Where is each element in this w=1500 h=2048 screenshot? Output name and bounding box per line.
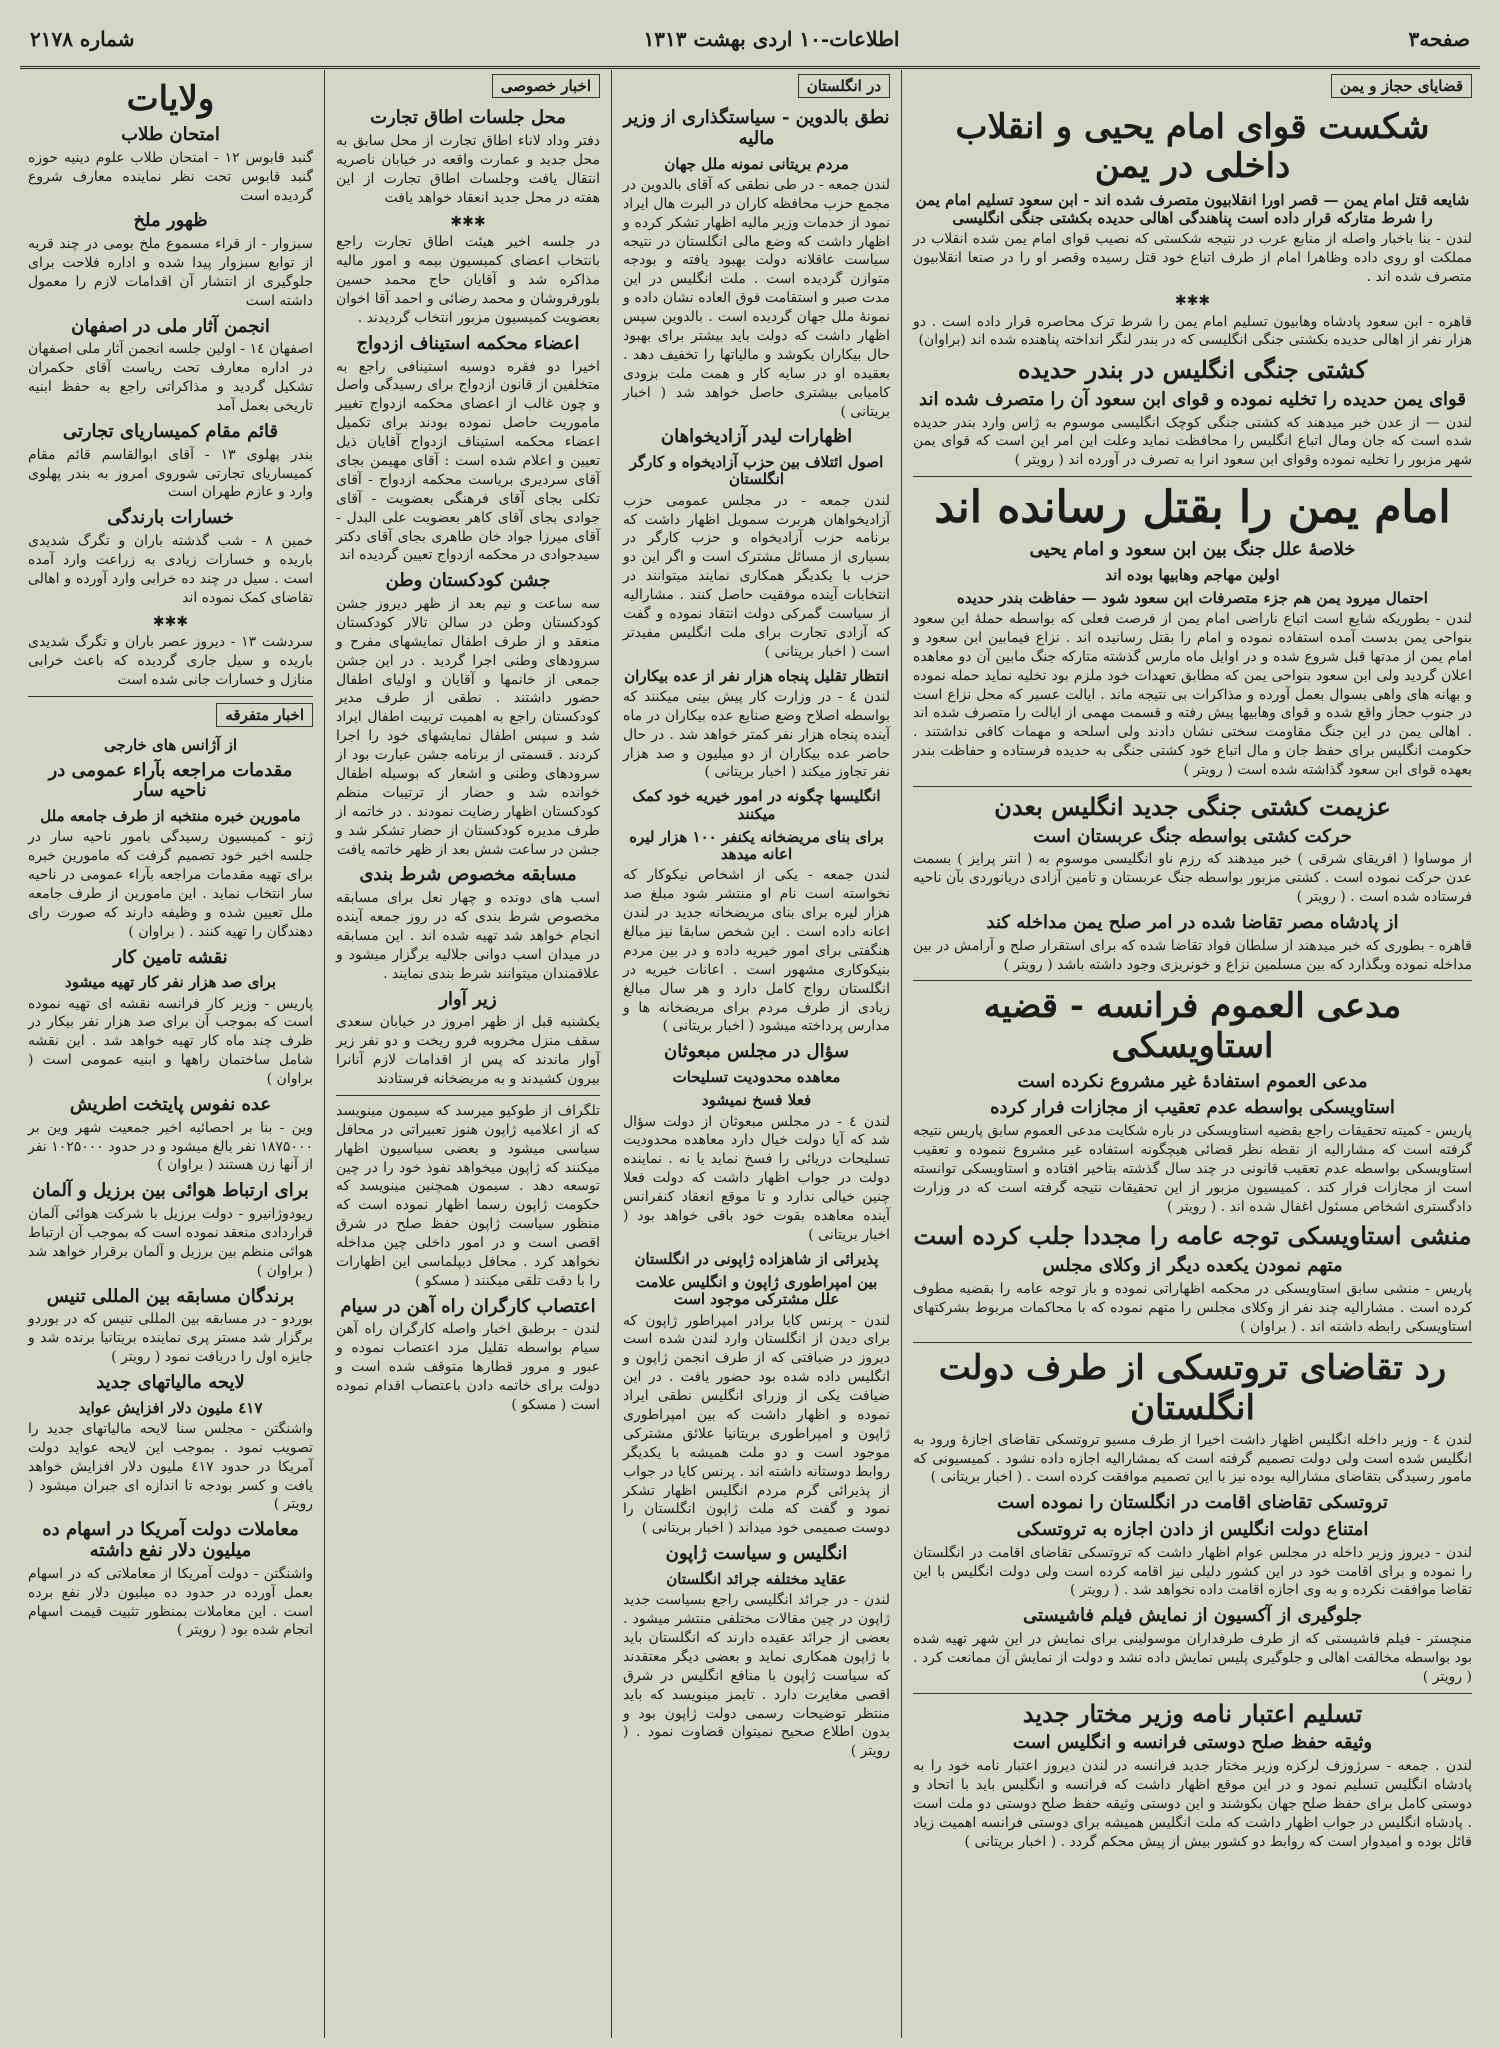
article-paragraph: لندن - برطبق اخبار واصله کارگران راه آهن سیام بواسطه تقلیل مزد اعتصاب نموده و عبور و مرور قطارها متوقف شده است و دولت برای خاتمه دادن باعتصاب اقدام نموده است ( مسکو ) bbox=[336, 1321, 600, 1414]
article-paragraph: لندن - در جرائد انگلیسی راجع بسیاست جدید ژاپون در چین مقالات مختلفی منتشر میشود . بعضی از جرائد عقیده دارند که انگلستان باید با ژاپون همکاری نماید و بعضی دیگر معتقدند که سیاست ژاپون با منافع انگلیس در شرق اقصی مغایرت دارد . تایمز مینویسد که باید منتظر توضیحات رسمی دولت ژاپون بود و بدون اطلاع صحیح نمیتوان قضاوت نمود . ( رویتر ) bbox=[623, 1592, 890, 1760]
subheadline: مامورین خبره منتخبه از طرف جامعه ملل bbox=[40, 807, 301, 825]
issue-number: شماره ۲۱۷۸ bbox=[30, 27, 135, 51]
headline: کشتی جنگی انگلیس در بندر حدیده bbox=[1017, 355, 1368, 385]
headline: رد تقاضای تروتسکی از طرف دولت انگلستان bbox=[938, 1348, 1447, 1428]
headline: سؤال در مجلس مبعوثان bbox=[664, 1041, 849, 1063]
subheadline: متهم نمودن یکعده دیگر از وکلای مجلس bbox=[1042, 1255, 1343, 1277]
headline: منشی استاویسکی توجه عامه را مجددا جلب کرده است bbox=[913, 1221, 1472, 1251]
article-paragraph: اخیرا دو فقره دوسیه استینافی راجع به متخلفین از قانون ازدواج برای رسیدگی واصل و چون غالب از اعضای محکمه ازدواج تغییر ماموریت حاصل نموده بودند برای تکمیل اعضاء محکمه استیناف ازدواج آقایان ذیل تعیین و اعلام شده است : آقای مهیمن بجای آقای سردیری برياست محکمه ازدواج - آقای تکلی بجای آقای فرهنگی بعضویت - آقای جوادی بجای آقای کاهر بعضویت علی البدل - آقای میرزا جواد خان طاهری بجای آقای دکتر سیدجوادی در محکمه ازدواج تعیین گردیده اند bbox=[336, 358, 600, 564]
article-paragraph: سه ساعت و نیم بعد از ظهر دیروز جشن کودکستان وطن در سالن تالار کودکستان منعقد و از طرف اطفال نمایشهای مفرح و سرودهای وطنی اجرا گردید . در این جشن جمعی از خانمها و آقایان و اولیای اطفال حضور داشتند . نطقی از طرف مدیر کودکستان راجع به اهمیت تربیت اطفال ایراد شد و سپس اطفال نمایشهای خود را اجرا کردند . قسمتی از برنامه جشن عبارت بود از سرودهای وطنی و اشعار که بوسیله اطفال خوانده شد و حضار از ترتیبات منظم کودکستان اظهار رضایت نمودند . در خاتمه از طرف مدیره کودکستان از حضار تشکر شد و جشن در ساعت شش بعد از ظهر خاتمه یافت bbox=[336, 596, 600, 858]
subheadline: برای صد هزار نفر کار تهیه میشود bbox=[65, 973, 276, 992]
subheadline: امتناع دولت انگلیس از دادن اجازه به تروتسکی bbox=[1016, 1518, 1369, 1540]
subheadline: بین امپراطوری ژاپون و انگلیس علامت علل مشترکی موجود است bbox=[635, 1273, 878, 1309]
headline: انجمن آثار ملی در اصفهان bbox=[71, 315, 270, 337]
masthead bbox=[20, 12, 1480, 69]
article-paragraph: تلگراف از طوکیو میرسد که سیمون مینویسد که از اعلامیه ژاپون هنوز تعبیراتی در محافل سیاسی میشود و بعضی سیاسیون اظهار میکنند که ژاپون میخواهد نفوذ خود را در چین توسعه دهد . سیمون همچنین مینویسد که حکومت ژاپون رسما اظهار نموده است که منظور سیاست ژاپون حفظ صلح در شرق اقصی است و در امور داخلی چین مداخله نخواهد کرد . محافل دیپلماسی این اظهارات را با دقت تلقی میکنند ( مسکو ) bbox=[336, 1102, 600, 1289]
headline: عزیمت کشتی جنگی جدید انگلیس بعدن bbox=[994, 792, 1391, 822]
article-paragraph: ژنو - کمیسیون رسیدگی بامور ناحیه سار در جلسه اخیر خود تصمیم گرفت که مامورین خبره برای تهیه مقدمات مراجعه بآراء عمومی در ناحیه سار انتخاب نماید . این مامورین از طرف جامعه ملل تعیین شده و وظیفه دارند که صورت رای دهندگان را تهیه کنند . ( براوان ) bbox=[28, 829, 313, 940]
article-paragraph: واشنگتن - دولت آمریکا از معاملاتی که در اسهام بعمل آورده در حدود ده میلیون دلار نفع برده است . این معاملات بمنظور تثبیت قیمت اسهام انجام شده بود ( رویتر ) bbox=[28, 1565, 313, 1639]
article-paragraph: لندن - بنا باخبار واصله از منابع عرب در نتیجه شکستی که نصیب قوای امام یمن شده انقلاب در مملکت او روی داده وظاهرا امام از طرف اتباع خود قتل رسیده وقصر او را در صنعا انقلابیون متصرف شده اند . bbox=[913, 230, 1472, 285]
headline: مدعی العموم فرانسه - قضیه استاویسکی bbox=[983, 986, 1402, 1066]
headline: قائم مقام کمیساریای تجارتی bbox=[62, 420, 279, 442]
article-paragraph: پاریس - کمیته تحقیقات راجع بقضیه استاویسکی در باره شکایت مدعی العموم سابق پاریس نتیجه گرفته است که مشارالیه از نقطه نظر قضائی هیچگونه استفاده غیر مشروع ننموده و تعقیب استاویسکی بواسطه عدم تعقیب قانونی در چند سال گذشته بتاخیر افتاده و استاویسکی توانسته است از مجازات فرار کند . کمیسیون مزبور از این تحقیقات نتیجه گرفته است که در وزارت دادگستری اشخاص مسئول اغفال شده اند . ( رویتر ) bbox=[913, 1123, 1472, 1215]
headline: جشن کودکستان وطن bbox=[385, 570, 551, 592]
column-private-news: اخبار خصوصی محل جلسات اطاق تجارت دفتر وداد لاناء اطاق تجارت از محل سابق به محل جدید و عمارت واقعه در خیابان ناصریه انتقال یافت وجلسات اطاق تجارت از این هفته در محل جدید انعقاد خواهد یافت ✱✱✱ در جلسه اخیر هیئت اطاق تجارت راجع بانتخاب اعضای کمیسیون بیمه و امور مالیه مذاکره شد و آقایان حاج محمد حسین بلورفروشان و محمد رضائی و احمد آقا اخوان بعضویت کمیسیون مزبور انتخاب گردیدند . اعضاء محکمه استیناف ازدواج اخیرا دو فقره دوسیه استینافی راجع به متخلفین از قانون ازدواج برای رسیدگی واصل و چون غالب از اعضای محکمه ازدواج تغییر ماموریت حاصل نموده بودند برای تکمیل اعضاء محکمه استیناف ازدواج آقایان ذیل تعیین و اعلام شده است : آقای مهیمن بجای آقای سردیری برياست محکمه ازدواج - آقای تکلی بجای آقای فرهنگی بعضویت - آقای جوادی بجای آقای کاهر بعضویت علی البدل - آقای میرزا جواد خان طاهری بجای آقای دکتر سیدجوادی در محکمه ازدواج تعیین گردیده اند جشن کودکستان وطن سه ساعت و نیم بعد از ظهر دیروز جشن کودکستان وطن در سالن تالار کودکستان منعقد و از طرف اطفال نمایشهای مفرح و سرودهای وطنی اجرا گردید . در این جشن جمعی از خانمها و آقایان و اولیای اطفال حضور داشتند . نطقی از طرف مدیر کودکستان راجع به اهمیت تربیت اطفال ایراد شد و سپس اطفال نمایشهای خود را اجرا کردند . قسمتی از برنامه جشن عبارت بود از سرودهای وطنی و اشعار که بوسیله اطفال خوانده شد و حضار از ترتیبات منظم کودکستان اظهار رضایت نمودند . در خاتمه از طرف مدیره کودکستان از حضار تشکر شد و جشن در ساعت شش بعد از ظهر خاتمه یافت مسابقه مخصوص شرط بندی اسب های دونده و چهار نعل برای مسابقه مخصوص شرط بندی که در روز جمعه آینده انجام خواهد شد تهیه شده اند . این مسابقه در میدان اسب دوانی جلالیه برگزار میشود و علاقمندان میتوانند شرط بندی نمایند . زیر آوار یکشنبه قبل از ظهر امروز در خیابان سعدی سقف منزل مخروبه فرو ریخت و دو نفر زیر آوار ماندند که پس از اقدامات لازم آنانرا بیرون کشیدند و به مریضخانه فرستادند تلگراف از طوکیو میرسد که سیمون مینویسد که از اعلامیه ژاپون هنوز تعبیراتی در محافل سیاسی میشود و بعضی سیاسیون اظهار میکنند که ژاپون میخواهد نفوذ خود را در چین توسعه دهد . سیمون همچنین مینویسد که حکومت ژاپون رسما اظهار نموده است که منظور سیاست ژاپون حفظ صلح در شرق اقصی است و در امور داخلی چین مداخله نخواهد کرد . محافل دیپلماسی این اظهارات را با دقت تلقی میکنند ( مسکو ) اعتصاب کارگران راه آهن در سیام لندن - برطبق اخبار واصله کارگران راه آهن سیام بواسطه تقلیل مزد اعتصاب نموده و عبور و مرور قطارها متوقف شده است و دولت برای خاتمه دادن باعتصاب اقدام نموده است ( مسکو ) bbox=[328, 70, 608, 2038]
headline: لایحه مالیاتهای جدید bbox=[96, 1371, 245, 1393]
subheadline: فعلا فسخ نمیشود bbox=[701, 1091, 812, 1110]
headline: معاملات دولت آمریکا در اسهام ده میلیون دلار نفع داشته bbox=[42, 1519, 299, 1562]
article-paragraph: یکشنبه قبل از ظهر امروز در خیابان سعدی سقف منزل مخروبه فرو ریخت و دو نفر زیر آوار ماندند که پس از اقدامات لازم آنانرا بیرون کشیدند و به مریضخانه فرستادند bbox=[336, 1014, 600, 1087]
column-divider bbox=[901, 70, 902, 2038]
article-paragraph: لندن ٤ - در وزارت کار پیش بینی میکنند که بواسطه اصلاح وضع صنایع عده بیکاران در ماه آینده پنجاه هزار نفر کمتر خواهد شد . در حال حاضر عده بیکاران از دو میلیون و صد هزار نفر تجاوز میکند ( اخبار بریتانی ) bbox=[623, 688, 890, 781]
article-paragraph: لندن — از عدن خبر میدهند که کشتی جنگی کوچک انگلیسی موسوم به ژاس وارد بندر حدیده شده است که جان ومال اتباع انگلیس را محافظت نماید وعلت این امر این است که قوای یمن شهر مزبور را تخلیه نموده وقوای ابن سعود انرا به تصرف در آورده اند ( رویتر ) bbox=[913, 414, 1472, 469]
article-paragraph: لندن جمعه - یکی از اشخاص نیکوکار که نخواسته است نام او منتشر شود مبلغ صد هزار لیره برای بنای مریضخانه جدید در لندن اعانه داده است . این شخص سابقا نیز مبالغ هنگفتی برای امور خیریه داده و در بین مردم بنیکوکاری مشهور است . اعانات خیریه در انگلستان رواج کامل دارد و هر سال مبالغ زیادی از طرف مردم برای مریضخانه ها و مدارس پرداخته میشود ( اخبار بریتانی ) bbox=[623, 867, 890, 1035]
headline: مقدمات مراجعه بآراء عمومی در ناحیه سار bbox=[48, 759, 293, 802]
column-england bbox=[615, 70, 898, 2038]
article-paragraph: اصفهان ۱٤ - اولین جلسه انجمن آثار ملی اصفهان در اداره معارف تحت ریاست آقای حکمران تشکیل گردید و مذاکراتی راجع به حفظ ابنیه تاریخی بعمل آمد bbox=[28, 341, 313, 415]
article-paragraph: سبزوار - از قراء مسموع ملخ بومی در چند قریه از توابع سبزوار پیدا شده و اداره فلاحت برای جلوگیری از انتشار آن اقدامات لازم را معمول داشته است bbox=[28, 236, 313, 309]
column-yemen-hejaz: قضایای حجاز و یمن شکست قوای امام یحیی و انقلاب داخلی در یمن شایعه قتل امام یمن — قصر اورا انقلابیون متصرف شده اند - ابن سعود تسلیم امام یمن را شرط متارکه قرار داده است پناهندگی اهالی حدیده بکشتی جنگی انگلیسی لندن - بنا باخبار واصله از منابع عرب در نتیجه شکستی که نصیب قوای امام یمن شده انقلاب در مملکت او روی داده وظاهرا امام از طرف اتباع خود قتل رسیده وقصر او را در صنعا انقلابیون متصرف شده اند . ✱✱✱ قاهره - ابن سعود پادشاه وهابیون تسلیم امام یمن را شرط ترک محاصره قرار داده است . دو هزار نفر از اهالی حدیده بکشتی جنگی انگلیسی که در بندر لنگر انداخته پناهنده شده اند (براوان) کشتی جنگی انگلیس در بندر حدیده قوای یمن حدیده را تخلیه نموده و قوای ابن سعود آن را متصرف شده اند لندن — از عدن خبر میدهند که کشتی جنگی کوچک انگلیسی موسوم به ژاس وارد بندر حدیده شده است که جان ومال اتباع انگلیس را محافظت نماید وعلت این امر این است که قوای یمن شهر مزبور را تخلیه نموده وقوای ابن سعود انرا به تصرف در آورده اند ( رویتر ) امام یمن را بقتل رسانده اند خلاصهٔ علل جنگ بین ابن سعود و امام یحیی اولین مهاجم وهابیها بوده اند احتمال میرود یمن هم جزء متصرفات ابن سعود شود — حفاظت بندر حدیده لندن - بطوریکه شایع است اتباع ناراضی امام یمن از فرصت فعلی که بواسطه حملهٔ ابن سعود بنواحی یمن بدست آمده استفاده نموده و امام را بقتل رسانیده اند . نزاع فیمابین ابن سعود و امام یمن از مدتها قبل شروع شده و در اوایل ماه مارس گذشته متارکه جنگ مابین آن دو معاهده اعلان گردید ولی ابن سعود بنواحی یمن که مطابق تعهدات خود ملزم بود تخلیه نماید حمله نموده و بهانه های واهی بسوال بعمل آورده و مذاکرات بی نتیجه ماند . ایالت عسیر که محل نزاع است در جنوب حجاز واقع شده و قوای وهابیها پیش رفته و قسمت مهمی از ایالت را متصرف شده اند . اهالی یمن در این جنگ مقاومت سختی نشان دادند ولی اسلحه و مهمات کافی نداشتند . حکومت انگلیس برای حفظ جان و مال اتباع خود کشتی جنگی به حدیده فرستاده و حفاظت بندر بعهده قوای ابن سعود گذاشته شده است ( رویتر ) عزیمت کشتی جنگی جدید انگلیس بعدن حرکت کشتی بواسطه جنگ عربستان است از موساوا ( افریقای شرقی ) خبر میدهند که رزم ناو انگلیسی موسوم به ( انتر پرایز ) بسمت عدن حرکت نموده است . کشتی مزبور بواسطه جنگ عربستان و تامین آزادی دریانوردی بآن ناحیه فرستاده شده است . ( رویتر ) از پادشاه مصر تقاضا شده در امر صلح یمن مداخله کند قاهره - بطوری که خبر میدهند از سلطان فواد تقاضا شده که برای استقرار صلح و آرامش در بین مداخله نموده وبگذارد که بین مسلمین نزاع و خونریزی وجود داشته باشد ( رویتر ) مدعی العموم فرانسه - قضیه استاویسکی مدعی العموم استفادهٔ غیر مشروع نکرده است استاویسکی بواسطه عدم تعقیب از مجازات فرار کرده پاریس - کمیته تحقیقات راجع بقضیه استاویسکی در باره شکایت مدعی العموم سابق پاریس نتیجه گرفته است که مشارالیه از نقطه نظر قضائی هیچگونه استفاده غیر مشروع ننموده و تعقیب استاویسکی بواسطه عدم تعقیب قانونی در چند سال گذشته بتاخیر افتاده و استاویسکی توانسته است از مجازات فرار کند . کمیسیون مزبور از این تحقیقات نتیجه گرفته است که در وزارت دادگستری اشخاص مسئول اغفال شده اند . ( رویتر ) منشی استاویسکی توجه عامه را مجددا جلب کرده است متهم نمودن یکعده دیگر از وکلای مجلس پاریس - منشی سابق استاویسکی در محکمه اظهاراتی نموده و باز توجه عامه را بقضیه مطوف کرده است . مشارالیه چند نفر از وکلای مجلس را متهم نموده که با محاکمات مربوط بشرکتهای استاویسکی رابطه داشته اند . ( براوان ) رد تقاضای تروتسکی از طرف دولت انگلستان لندن ٤ - وزیر داخله انگلیس اظهار داشت اخیرا از طرف مسیو تروتسکی تقاضای اجازهٔ ورود به انگلیس شده است ولی دولت تصمیم گرفته است که بمشارالیه اجازه داده نشود . کمیسیونی که مامور رسیدگی بتقاضای مشارالیه بوده نیز با این تصمیم موافقت کرده است . ( اخبار بریتانی ) تروتسکی تقاضای اقامت در انگلستان را نموده است امتناع دولت انگلیس از دادن اجازه به تروتسکی لندن - دیروز وزیر داخله در مجلس عوام اظهار داشت که تروتسکی تقاضای اقامت در انگلستان را نموده و برای اقامت خود در این کشور دلیلی نیز اقامه کرده است ولی دولت انگلیس با این تقاضا موافقت نکرده و به وی اجازه اقامت داده نخواهد شد . ( رویتر ) جلوگیری از آکسیون از نمایش فیلم فاشیستی منچستر - فیلم فاشیستی که از طرف طرفداران موسولینی برای نمایش در این شهر تهیه شده بود بواسطه مخالفت اهالی و جلوگیری پلیس نمایش داده نشد و دولت از نمایش آن ممانعت کرد . ( رویتر ) تسلیم اعتبار نامه وزیر مختار جدید وثیقه حفظ صلح دوستی فرانسه و انگلیس است لندن . جمعه - سرژوزف لرکزه وزیر مختار جدید فرانسه در لندن دیروز اعتبار نامه خود را به پادشاه انگلیس تسلیم نمود و در این موقع اظهار داشت که فرانسه و انگلیس باید با اتحاد و دوستی کامل برای حفظ صلح جهان بکوشند و این دوستی وثیقه حفظ صلح دوستی دو ملت است . پادشاه انگلیس در جواب اظهار داشت که ملت انگلیس همیشه برای دوستی فرانسه اهمیت زیاد قائل بوده و امیدوار است که روابط دو کشور بیش از پیش محکم گردد . ( اخبار بریتانی ) bbox=[905, 70, 1480, 2038]
subheadline: ٤۱۷ ملیون دلار افزایش عواید bbox=[78, 1398, 263, 1417]
article-paragraph: لندن - پرنس کایا برادر امپراطور ژاپون که برای دیدن از انگلستان وارد لندن شده است دیروز در ضیافتی که از طرف انجمن ژاپون و انگلیس داده شده بود حضور یافت . در این ضیافت یکی از وزرای انگلیس نطقی ایراد نموده و اظهار داشت که بین امپراطوری ژاپون و امپراطوری بریتانیا علائق مشترکی موجود است و دو ملت همیشه با یکدیگر روابط دوستانه داشته اند . پرنس کایا در جواب از پذیرائی گرم مردم انگلیس اظهار تشکر نمود و گفت که ملت ژاپون انگلستان را دوست صمیمی خود میداند ( اخبار بریتانی ) bbox=[623, 1312, 890, 1537]
column-divider bbox=[611, 70, 612, 2038]
article-paragraph: لندن ٤ - در مجلس مبعوثان از دولت سؤال شد که آیا دولت خیال دارد معاهده محدودیت تسلیحات دریائی را فسخ نماید یا نه . نماینده دولت در جواب اظهار داشت که دولت فعلا چنین خیالی ندارد و تا موقع انعقاد کنفرانس آینده معاهده بقوت خود باقی خواهد بود ( اخبار بریتانی ) bbox=[623, 1113, 890, 1243]
headline: خسارات بارندگی bbox=[107, 507, 234, 529]
subheadline: قوای یمن حدیده را تخلیه نموده و قوای ابن سعود آن را متصرف شده اند bbox=[919, 388, 1466, 410]
article-paragraph: لندن جمعه - در مجلس عمومی حزب آزادیخواهان هربرت سمویل اظهار داشت که برنامه حزب آزادیخواه و حزب کارگر در بسیاری از مسائل مشترک است و اگر این دو حزب با یکدیگر همکاری نمایند میتوانند در انتخابات آینده موفقیت حاصل کنند . مشارالیه از سیاست گمرکی دولت انتقاد نموده و گفت که آزادی تجارت برای ملت انگلیس مفیدتر است ( اخبار بریتانی ) bbox=[623, 492, 890, 660]
section-label: اخبار متفرقه bbox=[216, 703, 313, 727]
headline: زیر آوار bbox=[439, 988, 497, 1010]
article-paragraph: اسب های دونده و چهار نعل برای مسابقه مخصوص شرط بندی که در روز جمعه آینده انجام خواهد شد تهیه شده اند . این مسابقه در میدان اسب دوانی جلالیه برگزار میشود و علاقمندان میتوانند شرط بندی نمایند . bbox=[336, 890, 600, 982]
headline: عده نفوس پایتخت اطریش bbox=[69, 1093, 272, 1115]
article-paragraph: وین - بنا بر احصائیه اخیر جمعیت شهر وین بر ۱۸۷۵۰۰۰ نفر بالغ میشود و در حدود ۱۰۲۵۰۰۰ نفر از آنها زن هستند ( براوان ) bbox=[28, 1119, 313, 1174]
headline: پذیرائی از شاهزاده ژاپونی در انگلستان bbox=[634, 1249, 879, 1268]
headline: ظهور ملخ bbox=[133, 210, 208, 232]
subheadline: برای بنای مریضخانه یکنفر ۱۰۰ هزار لیره اعانه میدهد bbox=[629, 827, 884, 864]
headline: از پادشاه مصر تقاضا شده در امر صلح یمن مداخله کند bbox=[986, 911, 1399, 933]
article-paragraph: واشنگتن - مجلس سنا لایحه مالیاتهای جدید را تصویب نمود . بموجب این لایحه عواید دولت آمریکا در حدود ٤۱۷ ملیون دلار افزایش خواهد یافت و کسر بودجه تا اندازه ای جبران میشود ( رویتر ) bbox=[28, 1420, 313, 1513]
article-paragraph: سردشت ۱۳ - دیروز عصر باران و تگرگ شدیدی باریده و سیل جاری گردیده که باعث خرابی منازل و خسارات جانی شده است bbox=[28, 634, 314, 689]
headline: شکست قوای امام یحیی و انقلاب داخلی در یمن bbox=[955, 107, 1430, 187]
article-paragraph: بوردو - در مسابقه بین المللی تنیس که در بوردو برگزار شد مستر پری نماینده بریتانیا برنده شد و جایزه اول را دریافت نمود ( رویتر ) bbox=[28, 1311, 313, 1366]
subheadline: احتمال میرود یمن هم جزء متصرفات ابن سعود شود — حفاظت بندر حدیده bbox=[957, 588, 1428, 607]
headline: برندگان مسابقه بین المللی تنیس bbox=[46, 1285, 295, 1307]
headline: نقشه تامین کار bbox=[113, 946, 228, 968]
headline: مسابقه مخصوص شرط بندی bbox=[359, 864, 577, 886]
article-paragraph: قاهره - بطوری که خبر میدهند از سلطان فواد تقاضا شده که برای استقرار صلح و آرامش در بین مداخله نموده وبگذارد که بین مسلمین نزاع و خونریزی وجود داشته باشد ( رویتر ) bbox=[913, 937, 1472, 973]
headline: اظهارات لیدر آزادیخواهان bbox=[660, 426, 853, 448]
page-number: صفحه۳ bbox=[1408, 27, 1470, 51]
article-paragraph: لندن ٤ - وزیر داخله انگلیس اظهار داشت اخیرا از طرف مسیو تروتسکی تقاضای اجازهٔ ورود به انگلیس شده است ولی دولت تصمیم گرفته است که بمشارالیه اجازه داده نشود . کمیسیونی که مامور رسیدگی بتقاضای مشارالیه بوده نیز با این تصمیم موافقت کرده است . ( اخبار بریتانی ) bbox=[913, 1431, 1472, 1486]
subheadline: معاهده محدودیت تسلیحات bbox=[672, 1068, 841, 1087]
article-paragraph: قاهره - ابن سعود پادشاه وهابیون تسلیم امام یمن را شرط ترک محاصره قرار داده است . دو هزار نفر از اهالی حدیده بکشتی جنگی انگلیسی که در بندر لنگر انداخته پناهنده شده اند (براوان) bbox=[913, 313, 1472, 349]
headline: اعضاء محکمه استیناف ازدواج bbox=[356, 332, 580, 354]
article-paragraph: گنبد قابوس ۱۲ - امتحان طلاب علوم دینیه حوزه گنبد قابوس تحت نظر نماینده معارف شروع گردیده است bbox=[28, 149, 313, 204]
subheadline: تروتسکی تقاضای اقامت در انگلستان را نموده است bbox=[997, 1492, 1388, 1514]
newspaper-page bbox=[20, 12, 1480, 2038]
subheadline: شایعه قتل امام یمن — قصر اورا انقلابیون متصرف شده اند - ابن سعود تسلیم امام یمن را شرط متارکه قرار داده است پناهندگی اهالی حدیده بکشتی جنگی انگلیسی bbox=[915, 191, 1470, 227]
subheadline: وثیقه حفظ صلح دوستی فرانسه و انگلیس است bbox=[1012, 1732, 1373, 1754]
headline: امتحان طلاب bbox=[121, 124, 220, 146]
subheadline: استاویسکی بواسطه عدم تعقیب از مجازات فرار کرده bbox=[990, 1097, 1395, 1119]
article-paragraph: منچستر - فیلم فاشیستی که از طرف طرفداران موسولینی برای نمایش در این شهر تهیه شده بود بواسطه مخالفت اهالی و جلوگیری پلیس نمایش داده نشد و دولت از نمایش آن ممانعت کرد . ( رویتر ) bbox=[913, 1631, 1472, 1685]
headline: برای ارتباط هوائی بین برزیل و آلمان bbox=[32, 1180, 309, 1202]
article-paragraph: بندر پهلوی ۱۳ - آقای ابوالقاسم قائم مقام کمیساریای تجارتی شوروی امروز به بندر پهلوی وارد و عازم طهران است bbox=[28, 446, 314, 501]
section-sublabel: از آژانس های خارجی bbox=[103, 736, 238, 755]
headline: محل جلسات اطاق تجارت bbox=[370, 107, 566, 129]
article-paragraph: ریودوژانیرو - دولت برزیل با شرکت هوائی آلمان قراردادی منعقد نموده است که بموجب آن ارتباط هوائی منظم بین برزیل و آلمان برقرار خواهد شد ( براوان ) bbox=[28, 1206, 313, 1279]
subheadline: عقاید مختلفه جرائد انگلستان bbox=[666, 1569, 847, 1588]
section-label: قضایای حجاز و یمن bbox=[1331, 74, 1472, 98]
headline: تسلیم اعتبار نامه وزیر مختار جدید bbox=[1022, 1698, 1363, 1728]
article-paragraph: لندن . جمعه - سرژوزف لرکزه وزیر مختار جدید فرانسه در لندن دیروز اعتبار نامه خود را به پادشاه انگلیس تسلیم نمود و در این موقع اظهار داشت که فرانسه و انگلیس باید با اتحاد و دوستی کامل برای حفظ صلح جهان بکوشند و این دوستی وثیقه حفظ صلح دوستی دو ملت است . پادشاه انگلیس در جواب اظهار داشت که ملت انگلیس همیشه برای دوستی فرانسه اهمیت زیاد قائل بوده و امیدوار است که روابط دو کشور بیش از پیش محکم گردد . ( اخبار بریتانی ) bbox=[913, 1757, 1472, 1850]
article-paragraph: دفتر وداد لاناء اطاق تجارت از محل سابق به محل جدید و عمارت واقعه در خیابان ناصریه انتقال یافت وجلسات اطاق تجارت از این هفته در محل جدید انعقاد خواهد یافت bbox=[336, 132, 600, 206]
section-title: ولایات bbox=[126, 79, 215, 119]
article-paragraph: لندن - دیروز وزیر داخله در مجلس عوام اظهار داشت که تروتسکی تقاضای اقامت در انگلستان را نموده و برای اقامت خود در این کشور دلیلی نیز اقامه کرده است ولی دولت انگلیس با این تقاضا موافقت نکرده و به وی اجازه اقامت داده نخواهد شد . ( رویتر ) bbox=[913, 1544, 1472, 1599]
column-divider bbox=[324, 70, 325, 2038]
article-paragraph: لندن - بطوریکه شایع است اتباع ناراضی امام یمن از فرصت فعلی که بواسطه حملهٔ ابن سعود بنواحی یمن بدست آمده استفاده نموده و امام را بقتل رسانیده اند . نزاع فیمابین ابن سعود و امام یمن از مدتها قبل شروع شده و در اوایل ماه مارس گذشته متارکه جنگ مابین آن دو معاهده اعلان گردید ولی ابن سعود بنواحی یمن که مطابق تعهدات خود ملزم بود تخلیه نماید حمله نموده و بهانه های واهی بسوال بعمل آورده و مذاکرات بی نتیجه ماند . ایالت عسیر که محل نزاع است در جنوب حجاز واقع شده و قوای وهابیها پیش رفته و قسمت مهمی از ایالت را متصرف شده اند . اهالی یمن در این جنگ مقاومت سختی نشان دادند ولی اسلحه و مهمات کافی نداشتند . حکومت انگلیس برای حفظ جان و مال اتباع خود کشتی جنگی به حدیده فرستاده و حفاظت بندر بعهده قوای ابن سعود گذاشته شده است ( رویتر ) bbox=[913, 611, 1472, 779]
article-paragraph: پاریس - وزیر کار فرانسه نقشه ای تهیه نموده است که بموجب آن برای صد هزار نفر بیکار در ظرف چند ماه کار تهیه خواهد شد . این نقشه شامل ساختمان راهها و ابنیه عمومی است ( براوان ) bbox=[28, 995, 313, 1088]
section-label: اخبار خصوصی bbox=[492, 74, 600, 98]
section-label: در انگلستان bbox=[798, 74, 890, 98]
article-paragraph: از موساوا ( افریقای شرقی ) خبر میدهند که رزم ناو انگلیسی موسوم به ( انتر پرایز ) بسمت عدن حرکت نموده است . کشتی مزبور بواسطه جنگ عربستان و تامین آزادی دریانوردی بآن ناحیه فرستاده شده است . ( رویتر ) bbox=[913, 851, 1472, 906]
headline: انگلیسها چگونه در امور خیریه خود کمک میکنند bbox=[632, 787, 881, 823]
headline: امام یمن را بقتل رسانده اند bbox=[934, 482, 1451, 534]
subheadline: حرکت کشتی بواسطه جنگ عربستان است bbox=[1033, 825, 1352, 847]
subheadline: مدعی العموم استفادهٔ غیر مشروع نکرده است bbox=[1017, 1070, 1368, 1092]
column-provinces: ولایات امتحان طلاب گنبد قابوس ۱۲ - امتحان طلاب علوم دینیه حوزه گنبد قابوس تحت نظر نماینده معارف شروع گردیده است ظهور ملخ سبزوار - از قراء مسموع ملخ بومی در چند قریه از توابع سبزوار پیدا شده و اداره فلاحت برای جلوگیری از انتشار آن اقدامات لازم را معمول داشته است انجمن آثار ملی در اصفهان اصفهان ۱٤ - اولین جلسه انجمن آثار ملی اصفهان در اداره معارف تحت ریاست آقای حکمران تشکیل گردید و مذاکراتی راجع به حفظ ابنیه تاریخی بعمل آمد قائم مقام کمیساریای تجارتی بندر پهلوی ۱۳ - آقای ابوالقاسم قائم مقام کمیساریای تجارتی شوروی امروز به بندر پهلوی وارد و عازم طهران است خسارات بارندگی خمین ۸ - شب گذشته باران و تگرگ شدیدی باریده و خسارات زیادی به زراعت وارد آمده است . سیل در چند ده خرابی وارد آورده و اهالی تقاضای کمک نموده اند ✱✱✱ سردشت ۱۳ - دیروز عصر باران و تگرگ شدیدی باریده و سیل جاری گردیده که باعث خرابی منازل و خسارات جانی شده است اخبار متفرقه از آژانس های خارجی مقدمات مراجعه بآراء عمومی در ناحیه سار مامورین خبره منتخبه از طرف جامعه ملل ژنو - کمیسیون رسیدگی بامور ناحیه سار در جلسه اخیر خود تصمیم گرفت که مامورین خبره برای تهیه مقدمات مراجعه بآراء عمومی در ناحیه سار انتخاب نماید . این مامورین از طرف جامعه ملل تعیین شده و وظیفه دارند که صورت رای دهندگان را تهیه کنند . ( براوان ) نقشه تامین کار برای صد هزار نفر کار تهیه میشود پاریس - وزیر کار فرانسه نقشه ای تهیه نموده است که بموجب آن برای صد هزار نفر بیکار در ظرف چند ماه کار تهیه خواهد شد . این نقشه شامل ساختمان راهها و ابنیه عمومی است ( براوان ) عده نفوس پایتخت اطریش وین - بنا بر احصائیه اخیر جمعیت شهر وین بر ۱۸۷۵۰۰۰ نفر بالغ میشود و در حدود ۱۰۲۵۰۰۰ نفر از آنها زن هستند ( براوان ) برای ارتباط هوائی بین برزیل و آلمان ریودوژانیرو - دولت برزیل با شرکت هوائی آلمان قراردادی منعقد نموده است که بموجب آن ارتباط هوائی منظم بین برزیل و آلمان برقرار خواهد شد ( براوان ) برندگان مسابقه بین المللی تنیس بوردو - در مسابقه بین المللی تنیس که در بوردو برگزار شد مستر پری نماینده بریتانیا برنده شد و جایزه اول را دریافت نمود ( رویتر ) لایحه مالیاتهای جدید ٤۱۷ ملیون دلار افزایش عواید واشنگتن - مجلس سنا لایحه مالیاتهای جدید را تصویب نمود . بموجب این لایحه عواید دولت آمریکا در حدود ٤۱۷ ملیون دلار افزایش خواهد یافت و کسر بودجه تا اندازه ای جبران میشود ( رویتر ) معاملات دولت آمریکا در اسهام ده میلیون دلار نفع داشته واشنگتن - دولت آمریکا از معاملاتی که در اسهام بعمل آورده در حدود ده میلیون دلار نفع برده است . این معاملات بمنظور تثبیت قیمت اسهام انجام شده بود ( رویتر ) bbox=[28, 79, 314, 1639]
headline: اعتصاب کارگران راه آهن در سیام bbox=[340, 1295, 596, 1317]
subheadline: مردم بریتانی نمونه ملل جهان bbox=[664, 154, 849, 173]
headline: جلوگیری از آکسیون از نمایش فیلم فاشیستی bbox=[1023, 1605, 1362, 1627]
headline: انگلیس و سیاست ژاپون bbox=[665, 1543, 848, 1565]
headline: نطق بالدوین - سیاستگذاری از وزیر مالیه bbox=[623, 107, 890, 149]
article-paragraph: لندن جمعه - در طی نطقی که آقای بالدوین در مجمع حزب محافظه کاران در البرت هال ایراد نمود از خدمات وزیر مالیه اظهار تشکر کرده و اظهار داشت که وضع مالی انگلستان در نتیجه سیاست عاقلانه دولت بهبود یافته و بودجه متوازن گردیده است . ملت انگلیس در این مدت صبر و استقامت فوق العاده نشان داده و نمونهٔ ملل جهان گردیده است . بالدوین سپس اظهار داشت که دولت باید بیشتر برای بهبود حال بیکاران بکوشد و مالیاتها را تخفیف دهد . بعقیده او در سایه کار و همت ملت بزودی کامیابی بیشتری حاصل خواهد شد ( اخبار بریتانی ) bbox=[623, 176, 890, 420]
article-paragraph: پاریس - منشی سابق استاویسکی در محکمه اظهاراتی نموده و باز توجه عامه را بقضیه مطوف کرده است . مشارالیه چند نفر از وکلای مجلس را متهم نموده که با محاکمات مربوط بشرکتهای استاویسکی رابطه داشته اند . ( براوان ) bbox=[913, 1280, 1472, 1335]
subheadline: اصول ائتلاف بین حزب آزادیخواه و کارگر انگلستان bbox=[629, 453, 884, 489]
article-paragraph: در جلسه اخیر هیئت اطاق تجارت راجع بانتخاب اعضای کمیسیون بیمه و امور مالیه مذاکره شد و آقایان حاج محمد حسین بلورفروشان و محمد رضائی و احمد آقا اخوان بعضویت کمیسیون مزبور انتخاب گردیدند . bbox=[336, 234, 600, 326]
subheadline: اولین مهاجم وهابیها بوده اند bbox=[1105, 565, 1280, 584]
article-paragraph: خمین ۸ - شب گذشته باران و تگرگ شدیدی باریده و خسارات زیادی به زراعت وارد آمده است . سیل در چند ده خرابی وارد آورده و اهالی تقاضای کمک نموده اند bbox=[28, 533, 313, 606]
headline: انتظار تقلیل پنجاه هزار نفر از عده بیکاران bbox=[624, 666, 889, 685]
issue-date: اطلاعات-۱۰ اردی بهشت ۱۳۱۳ bbox=[643, 27, 900, 51]
subheadline: خلاصهٔ علل جنگ بین ابن سعود و امام یحیی bbox=[1029, 538, 1356, 560]
